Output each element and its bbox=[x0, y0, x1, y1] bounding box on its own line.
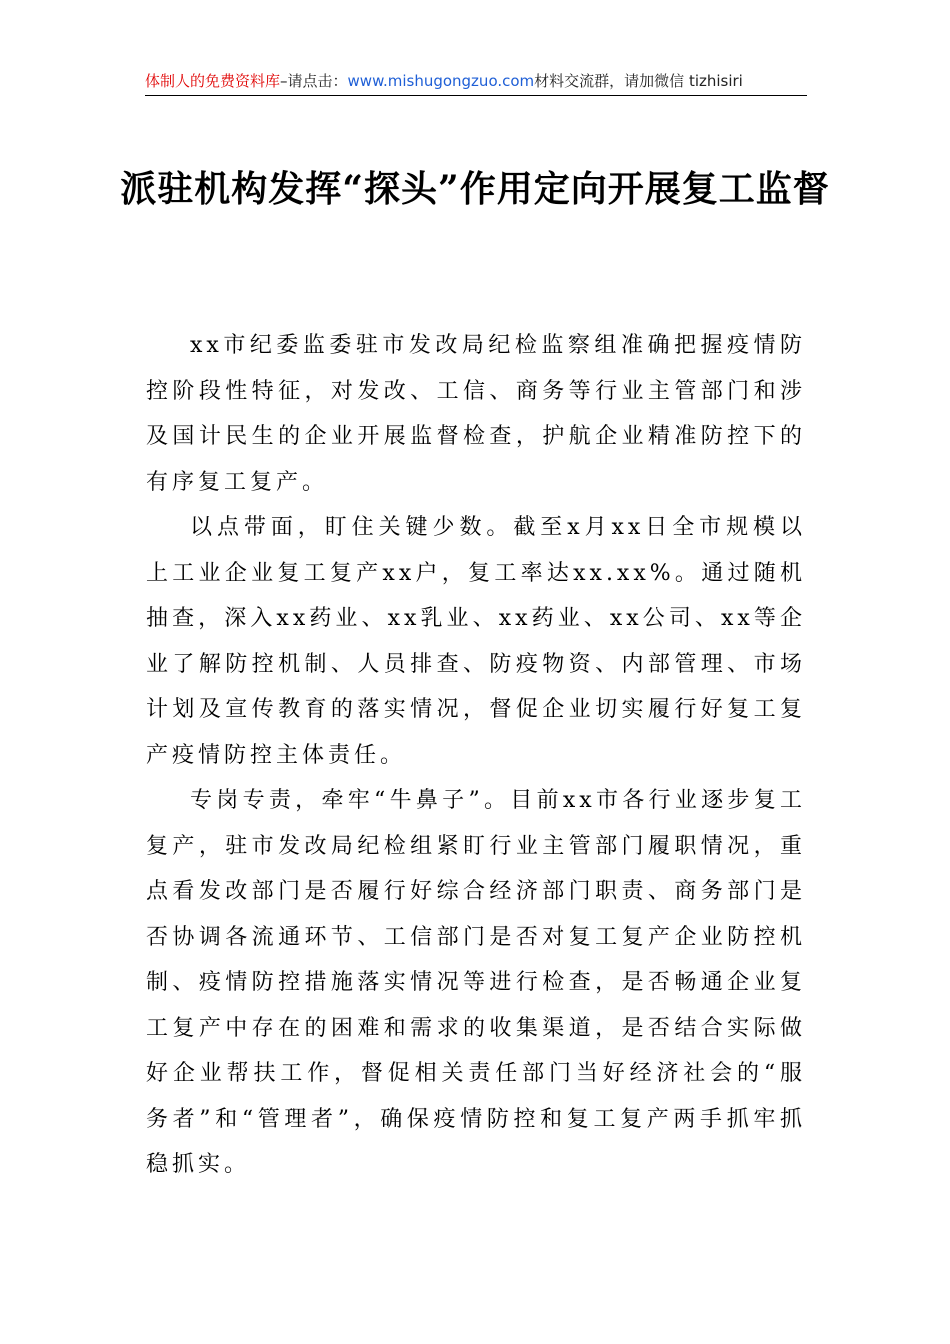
header-divider bbox=[145, 95, 807, 96]
document-body bbox=[146, 323, 806, 1188]
header-click-prompt: –请点击： bbox=[280, 72, 348, 90]
paragraph-3: 专岗专责，牵牢“牛鼻子”。目前xx市各行业逐步复工复产，驻市发改局纪检组紧盯行业主管部门履职情况，重点看发改部门是否履行好综合经济部门职责、商务部门是否协调各流通环节、工信部门是否对复工复产企业防控机制、疫情防控措施落实情况等进行检查，是否畅通企业复工复产中存在的困难和需求的收集渠道，是否结合实际做好企业帮扶工作，督促相关责任部门当好经济社会的“服务者”和“管理者”，确保疫情防控和复工复产两手抓牢抓稳抓实。 bbox=[146, 788, 806, 1177]
header-site-name: 体制人的免费资料库 bbox=[145, 72, 281, 90]
document-title: 派驻机构发挥“探头”作用定向开展复工监督 bbox=[120, 168, 830, 210]
paragraph-2: 以点带面，盯住关键少数。截至x月xx日全市规模以上工业企业复工复产xx户，复工率达xx.xx%。通过随机抽查，深入xx药业、xx乳业、xx药业、xx公司、xx等企业了解防控机制、人员排查、防疫物资、内部管理、市场计划及宣传教育的落实情况，督促企业切实履行好复工复产疫情防控主体责任。 bbox=[146, 515, 806, 768]
header-banner bbox=[145, 68, 805, 94]
paragraph-1: xx市纪委监委驻市发改局纪检监察组准确把握疫情防控阶段性特征，对发改、工信、商务等行业主管部门和涉及国计民生的企业开展监督检查，护航企业精准防控下的有序复工复产。 bbox=[146, 333, 806, 495]
header-suffix: 材料交流群，请加微信 tizhisiri bbox=[534, 72, 743, 90]
header-link[interactable]: www.mishugongzuo.com bbox=[347, 72, 535, 90]
